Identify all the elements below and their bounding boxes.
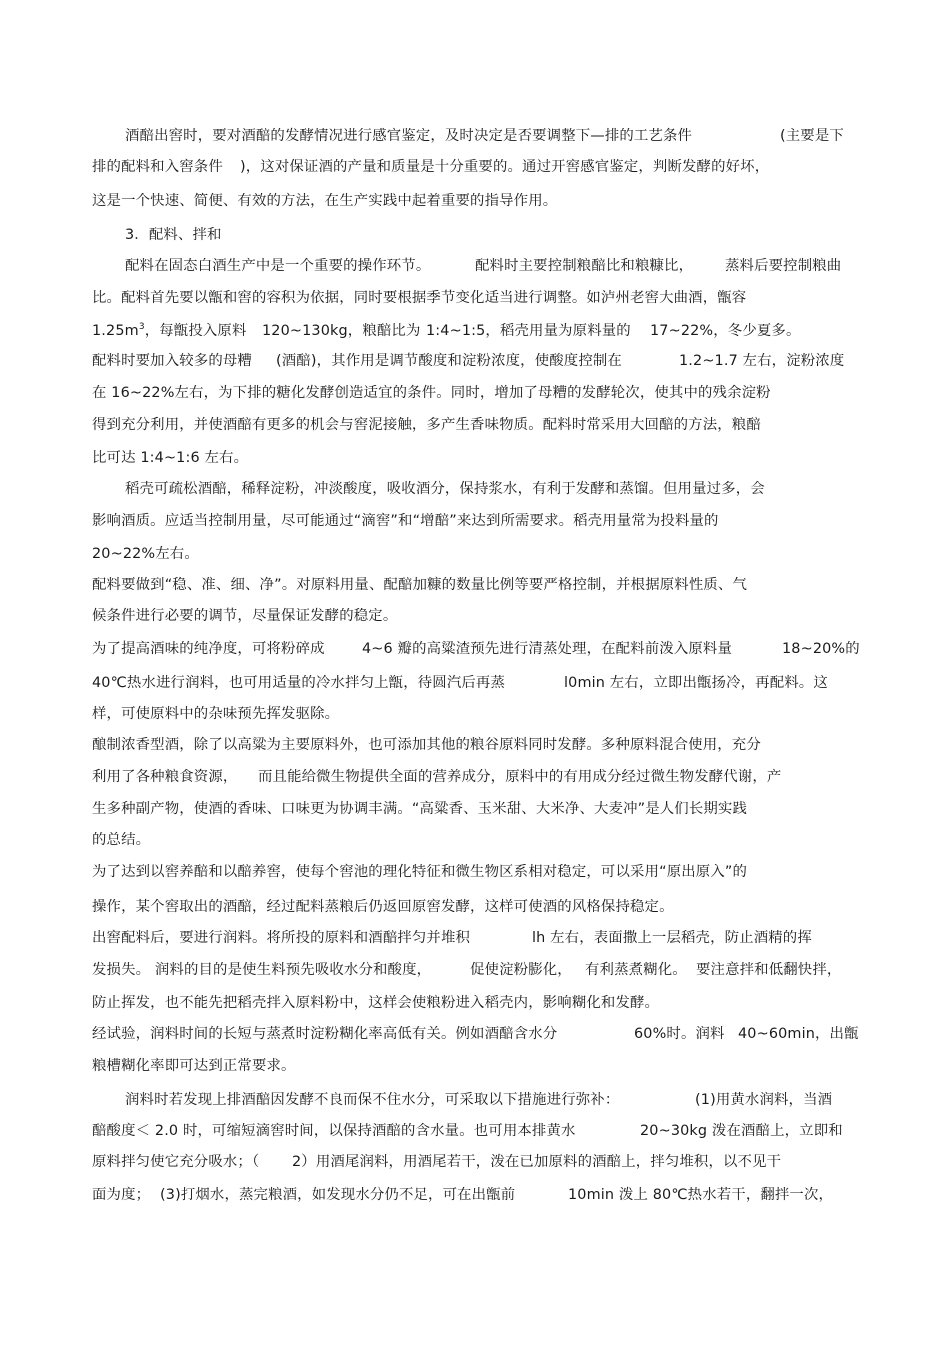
text-line: 40℃热水进行润料，也可用适量的冷水拌匀上甑，待圆汽后再蒸 l0min 左右，立即出甑扬冷，再配料。这: [92, 675, 828, 691]
text-line: 影响酒质。应适当控制用量，尽可能通过“滴窖”和“增醅”来达到所需要求。稻壳用量常为投料量的: [92, 513, 719, 529]
text-line: 配料要做到“稳、准、细、净”。对原料用量、配醅加糠的数量比例等要严格控制，并根据原料性质、气: [92, 577, 748, 593]
text-line: 20~22%左右。: [92, 546, 199, 562]
text-line: 出窖配料后，要进行润料。将所投的原料和酒醅拌匀并堆积 lh 左右，表面撒上一层稻壳，防止酒精的挥: [92, 930, 812, 946]
text-line: 操作，某个窖取出的酒醅，经过配料蒸粮后仍返回原窖发酵，这样可使酒的风格保持稳定。: [92, 899, 674, 915]
text-line: 粮槽糊化率即可达到正常要求。: [92, 1058, 296, 1074]
text-line: 为了达到以窖养醅和以醅养窖，使每个窖池的理化特征和微生物区系相对稳定，可以采用“原出原入”的: [92, 864, 748, 880]
text-line: 排的配料和入窖条件 )，这对保证酒的产量和质量是十分重要的。通过开窖感官鉴定，判断发酵的好坏，: [92, 159, 770, 175]
text-line: 得到充分利用，并使酒醅有更多的机会与窖泥接触，多产生香味物质。配料时常采用大回醅的方法，粮醅: [92, 417, 761, 433]
text-line: 的总结。: [92, 832, 151, 848]
text-line: 原料拌匀使它充分吸水；（ 2）用酒尾润料，用酒尾若干，泼在已加原料的酒醅上，拌匀堆积，以不见干: [92, 1154, 782, 1170]
text-line: 在 16~22%左右，为下排的糖化发酵创造适宜的条件。同时，增加了母糟的发酵轮次，使其中的残余淀粉: [92, 385, 771, 401]
text-line: 经试验，润料时间的长短与蒸煮时淀粉糊化率高低有关。例如酒醅含水分 60%时。润料 40~60min，出甑: [92, 1026, 859, 1042]
text-line: 配料时要加入较多的母糟 (酒醅)，其作用是调节酸度和淀粉浓度，使酸度控制在 1.2~1.7 左右，淀粉浓度: [92, 353, 845, 369]
text-line: 酒醅出窖时，要对酒醅的发酵情况进行感官鉴定，及时决定是否要调整下—排的工艺条件 (主要是下: [125, 128, 844, 144]
text-line: $1.25m^3$，每甑投入原料 120~130kg，粮醅比为 1:4~1:5，稻壳用量为原料量的 17~22%，冬少夏多。: [92, 322, 801, 339]
text-line: 酿制浓香型酒，除了以高粱为主要原料外，也可添加其他的粮谷原料同时发酵。多种原料混合使用，充分: [92, 737, 761, 753]
text-line: 为了提高酒味的纯净度，可将粉碎成 4~6 瓣的高粱渣预先进行清蒸处理，在配料前泼入原料量 18~20%的: [92, 641, 860, 657]
text-line: 润料时若发现上排酒醅因发酵不良而保不住水分，可采取以下措施进行弥补： (1)用黄水润料，当酒: [125, 1092, 833, 1108]
text-line: 这是一个快速、简便、有效的方法，在生产实践中起着重要的指导作用。: [92, 193, 558, 209]
text-line: 稻壳可疏松酒醅，稀释淀粉，冲淡酸度，吸收酒分，保持浆水，有利于发酵和蒸馏。但用量过多，会: [125, 481, 765, 497]
text-line: 配料在固态白酒生产中是一个重要的操作环节。 配料时主要控制粮醅比和粮糠比， 蒸料后要控制粮曲: [125, 258, 842, 274]
text-line: 生多种副产物，使酒的香味、口味更为协调丰满。“高粱香、玉米甜、大米净、大麦冲”是人们长期实践: [92, 801, 748, 817]
text-line: 防止挥发，也不能先把稻壳拌入原料粉中，这样会使粮粉进入稻壳内，影响糊化和发酵。: [92, 995, 660, 1011]
text-line: 比可达 1:4~1:6 左右。: [92, 450, 249, 466]
text-line: 面为度； (3)打烟水，蒸完粮酒，如发现水分仍不足，可在出甑前 10min 泼上 80℃热水若干，翻拌一次，: [92, 1187, 834, 1203]
text-line: 醅酸度＜ 2.0 时，可缩短滴窖时间，以保持酒醅的含水量。也可用本排黄水 20~30kg 泼在酒醅上，立即和: [92, 1123, 843, 1139]
text-line: 发损失。 润料的目的是使生料预先吸收水分和酸度， 促使淀粉膨化， 有利蒸煮糊化。 要注意拌和低翻快拌，: [92, 962, 842, 978]
text-line: 比。配料首先要以甑和窖的容积为依据，同时要根据季节变化适当进行调整。如泸州老窖大曲酒，甑容: [92, 290, 747, 306]
text-line: 样，可使原料中的杂味预先挥发驱除。: [92, 706, 340, 722]
text-line: 候条件进行必要的调节，尽量保证发酵的稳定。: [92, 608, 398, 624]
text-line: 利用了各种粮食资源， 而且能给微生物提供全面的营养成分，原料中的有用成分经过微生物发酵代谢，产: [92, 769, 782, 785]
text-line: 3．配料、拌和: [125, 227, 222, 243]
